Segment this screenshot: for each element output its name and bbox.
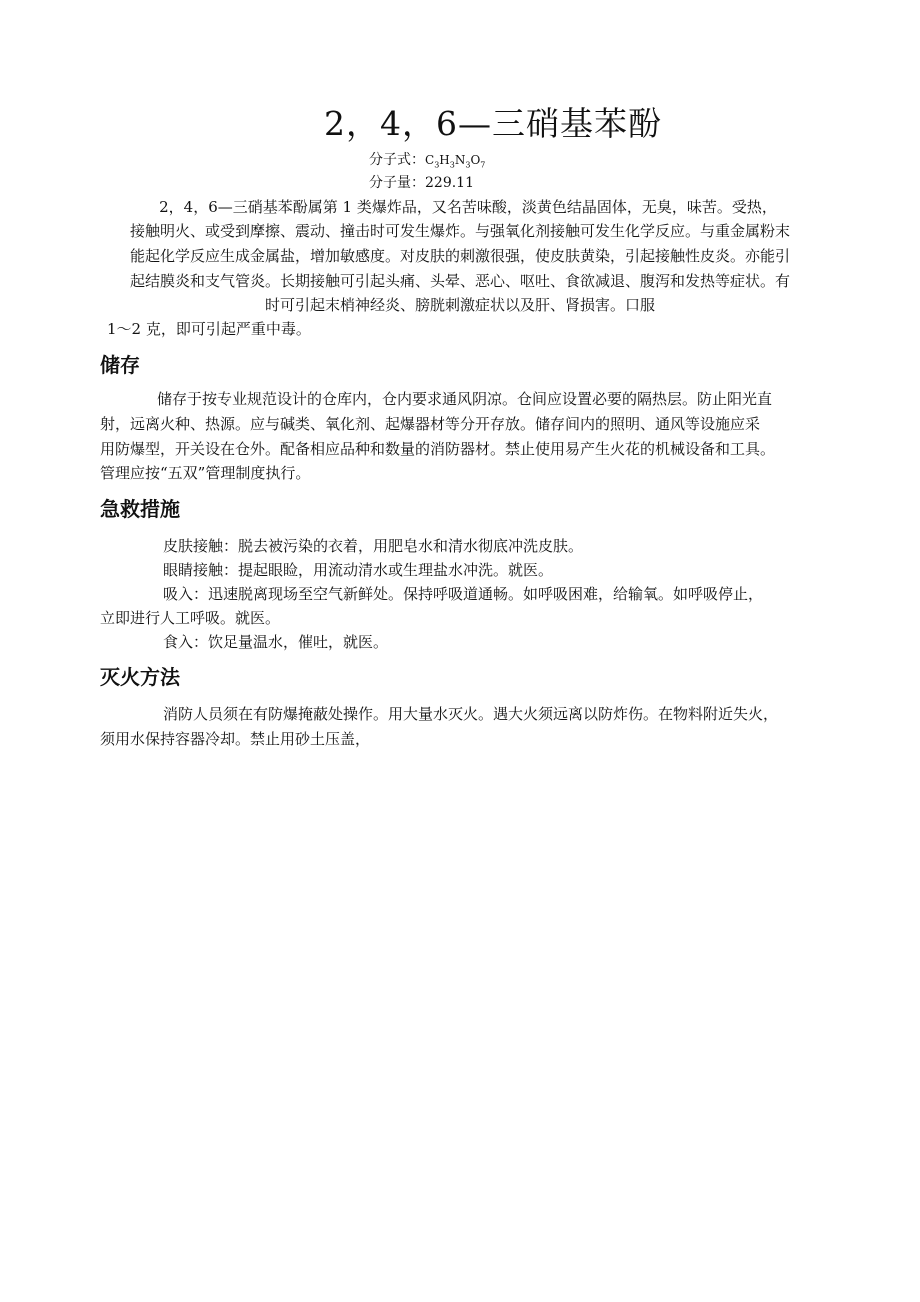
intro-line: 接触明火、或受到摩擦、震动、撞击时可发生爆炸。与强氧化剂接触可发生化学反应。与重金属粉末: [129, 222, 790, 240]
formula-label: 分子式：: [369, 152, 425, 168]
storage-heading: 储存: [100, 353, 140, 377]
intro-line: 1～2 克，即可引起严重中毒。: [107, 320, 311, 338]
intro-line: 时可引起末梢神经炎、膀胱刺激症状以及肝、肾损害。口服: [264, 296, 655, 314]
page-title: 2，4，6—三硝基苯酚: [324, 104, 662, 143]
formula-value: $C_3H_3N_3O_7$: [425, 153, 486, 170]
first-aid-line: 吸入：迅速脱离现场至空气新鲜处。保持呼吸道通畅。如呼吸困难，给输氧。如呼吸停止，: [163, 585, 764, 603]
molecular-weight: [369, 172, 474, 194]
storage-line: 储存于按专业规范设计的仓库内，仓内要求通风阴凉。仓间应设置必要的隔热层。防止阳光直: [157, 390, 773, 408]
fire-line: 须用水保持容器冷却。禁止用砂土压盖，: [100, 730, 371, 748]
weight-value: 229.11: [425, 175, 474, 191]
intro-line: 2，4，6—三硝基苯酚属第 1 类爆炸品，又名苦味酸，淡黄色结晶固体，无臭，味苦。受热，: [159, 198, 777, 216]
first-aid-heading: 急救措施: [100, 497, 180, 521]
storage-line: 用防爆型，开关设在仓外。配备相应品种和数量的消防器材。禁止使用易产生火花的机械设备和工具。: [100, 440, 776, 458]
weight-label: 分子量：: [369, 175, 425, 191]
storage-line: 射，远离火种、热源。应与碱类、氧化剂、起爆器材等分开存放。储存间内的照明、通风等设施应采: [100, 415, 761, 433]
first-aid-line: 立即进行人工呼吸。就医。: [100, 609, 281, 627]
intro-line: 起结膜炎和支气管炎。长期接触可引起头痛、头晕、恶心、呕吐、食欲减退、腹泻和发热等症状。有: [129, 272, 790, 290]
first-aid-line: 食入：饮足量温水，催吐，就医。: [163, 633, 389, 651]
storage-line: 管理应按“五双”管理制度执行。: [100, 464, 311, 482]
first-aid-line: 眼睛接触：提起眼睑，用流动清水或生理盐水冲洗。就医。: [163, 561, 554, 579]
first-aid-line: 皮肤接触：脱去被污染的衣着，用肥皂水和清水彻底冲洗皮肤。: [163, 537, 584, 555]
fire-heading: 灭火方法: [100, 665, 180, 689]
intro-line: 能起化学反应生成金属盐，增加敏感度。对皮肤的刺激很强，使皮肤黄染，引起接触性皮炎。亦能引: [129, 247, 790, 265]
fire-line: 消防人员须在有防爆掩蔽处操作。用大量水灭火。遇大火须远离以防炸伤。在物料附近失火，: [163, 705, 779, 723]
